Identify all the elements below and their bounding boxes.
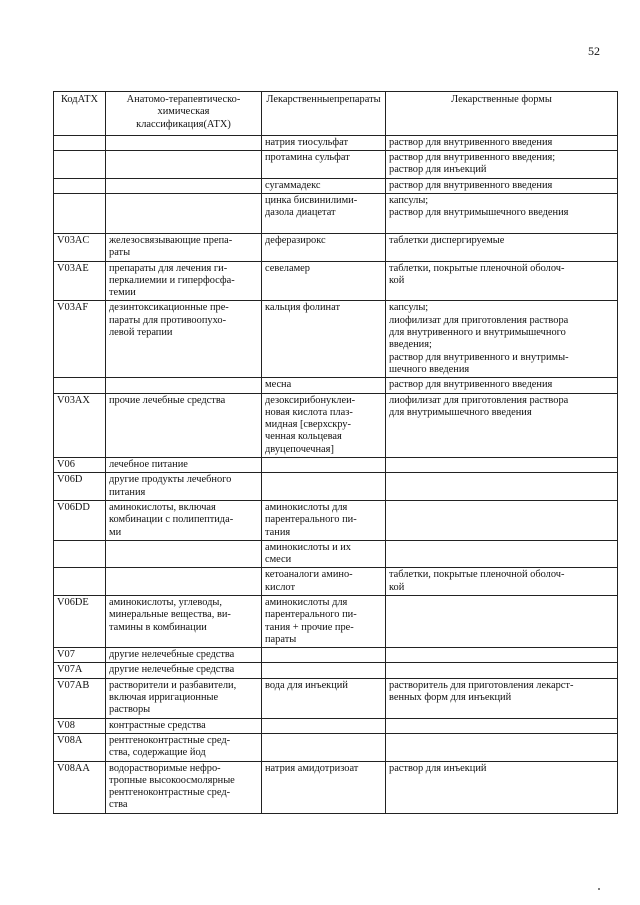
atx-code [54, 151, 106, 179]
classification-cell: железосвязывающие препа- раты [106, 233, 262, 261]
classification-cell [106, 194, 262, 234]
header-code: КодАТХ [54, 92, 106, 136]
drug-cell: аминокислоты и их смеси [262, 540, 386, 568]
classification-cell: аминокислоты, углеводы, минеральные вещества, ви- тамины в комбинации [106, 595, 262, 647]
classification-cell [106, 568, 262, 596]
form-cell [386, 540, 618, 568]
atx-code: V03AE [54, 261, 106, 301]
drug-cell: дезоксирибонуклеи- новая кислота плаз- мидная [сверхскру- ченная кольцевая двуцепочечная] [262, 393, 386, 457]
drug-cell [262, 718, 386, 733]
form-cell [386, 663, 618, 678]
drug-cell [262, 473, 386, 501]
drug-cell: деферазирокс [262, 233, 386, 261]
drug-cell: протамина сульфат [262, 151, 386, 179]
drug-cell [262, 733, 386, 761]
table-row [54, 194, 618, 234]
table-row [54, 301, 618, 378]
drug-cell: сугаммадекс [262, 178, 386, 193]
table-row [54, 648, 618, 663]
form-cell [386, 595, 618, 647]
table-row [54, 540, 618, 568]
table-row [54, 733, 618, 761]
table-row [54, 718, 618, 733]
atx-code [54, 568, 106, 596]
drug-cell: вода для инъекций [262, 678, 386, 718]
atx-code: V03AF [54, 301, 106, 378]
atx-code: V06DD [54, 500, 106, 540]
classification-cell: дезинтоксикационные пре- параты для противоопухо- левой терапии [106, 301, 262, 378]
form-cell: раствор для внутривенного введения [386, 378, 618, 393]
table-row [54, 135, 618, 150]
drug-cell: кетоаналоги амино- кислот [262, 568, 386, 596]
classification-cell: прочие лечебные средства [106, 393, 262, 457]
table-row [54, 568, 618, 596]
classification-cell [106, 540, 262, 568]
form-cell: таблетки, покрытые пленочной оболоч- кой [386, 568, 618, 596]
atx-code: V08A [54, 733, 106, 761]
atx-code: V07AB [54, 678, 106, 718]
page-number: 52 [588, 44, 600, 58]
drug-cell: натрия тиосульфат [262, 135, 386, 150]
table-row [54, 595, 618, 647]
drug-cell: месна [262, 378, 386, 393]
classification-cell [106, 178, 262, 193]
drug-cell [262, 458, 386, 473]
form-cell: раствор для внутривенного введения; раствор для инъекций [386, 151, 618, 179]
table-row [54, 233, 618, 261]
classification-cell: другие нелечебные средства [106, 648, 262, 663]
form-cell [386, 648, 618, 663]
form-cell: таблетки, покрытые пленочной оболоч- кой [386, 261, 618, 301]
drug-cell [262, 648, 386, 663]
table-row [54, 473, 618, 501]
form-cell [386, 458, 618, 473]
atx-code [54, 378, 106, 393]
classification-cell: препараты для лечения ги- перкалиемии и гиперфосфа- темии [106, 261, 262, 301]
classification-cell: водорастворимые нефро- тропные высокоосмолярные рентгеноконтрастные сред- ства [106, 761, 262, 813]
atx-code: V03AC [54, 233, 106, 261]
table-row [54, 178, 618, 193]
drug-cell [262, 663, 386, 678]
header-classification: Анатомо-терапевтическо-химическая классификация(АТХ) [106, 92, 262, 136]
atx-code: V07A [54, 663, 106, 678]
drug-cell: натрия амидотризоат [262, 761, 386, 813]
table-row [54, 500, 618, 540]
form-cell [386, 718, 618, 733]
atx-table [53, 91, 618, 814]
table-header-row [54, 92, 618, 136]
atx-code: V06D [54, 473, 106, 501]
atx-code [54, 194, 106, 234]
form-cell: капсулы; лиофилизат для приготовления раствора для внутривенного и внутримышечного введения; раствор для внутривенного и внутримы- шечного введения [386, 301, 618, 378]
atx-code: V08AA [54, 761, 106, 813]
table-row [54, 378, 618, 393]
classification-cell: лечебное питание [106, 458, 262, 473]
header-drugs: Лекарственныепрепараты [262, 92, 386, 136]
table-row [54, 151, 618, 179]
atx-code: V03AX [54, 393, 106, 457]
atx-code [54, 178, 106, 193]
form-cell: раствор для внутривенного введения [386, 135, 618, 150]
classification-cell: растворители и разбавители, включая ирригационные растворы [106, 678, 262, 718]
form-cell: лиофилизат для приготовления раствора для внутримышечного введения [386, 393, 618, 457]
atx-code [54, 540, 106, 568]
table-row [54, 663, 618, 678]
atx-code: V06 [54, 458, 106, 473]
form-cell: таблетки диспергируемые [386, 233, 618, 261]
form-cell: раствор для инъекций [386, 761, 618, 813]
table-row [54, 458, 618, 473]
form-cell [386, 500, 618, 540]
classification-cell: аминокислоты, включая комбинации с полипептида- ми [106, 500, 262, 540]
classification-cell [106, 378, 262, 393]
form-cell: капсулы; раствор для внутримышечного введения [386, 194, 618, 234]
table-row [54, 261, 618, 301]
atx-code [54, 135, 106, 150]
drug-cell: кальция фолинат [262, 301, 386, 378]
header-forms: Лекарственные формы [386, 92, 618, 136]
table-row [54, 761, 618, 813]
atx-code: V08 [54, 718, 106, 733]
form-cell: раствор для внутривенного введения [386, 178, 618, 193]
form-cell [386, 473, 618, 501]
drug-cell: севеламер [262, 261, 386, 301]
table-row [54, 678, 618, 718]
drug-cell: аминокислоты для парентерального пи- тания [262, 500, 386, 540]
atx-code: V06DE [54, 595, 106, 647]
form-cell: растворитель для приготовления лекарст- венных форм для инъекций [386, 678, 618, 718]
classification-cell: контрастные средства [106, 718, 262, 733]
drug-cell: цинка бисвинилими- дазола диацетат [262, 194, 386, 234]
classification-cell: рентгеноконтрастные сред- ства, содержащие йод [106, 733, 262, 761]
classification-cell: другие нелечебные средства [106, 663, 262, 678]
classification-cell: другие продукты лечебного питания [106, 473, 262, 501]
drug-cell: аминокислоты для парентерального пи- тания + прочие пре- параты [262, 595, 386, 647]
atx-code: V07 [54, 648, 106, 663]
table-row [54, 393, 618, 457]
classification-cell [106, 151, 262, 179]
form-cell [386, 733, 618, 761]
scan-speck [598, 888, 600, 890]
classification-cell [106, 135, 262, 150]
